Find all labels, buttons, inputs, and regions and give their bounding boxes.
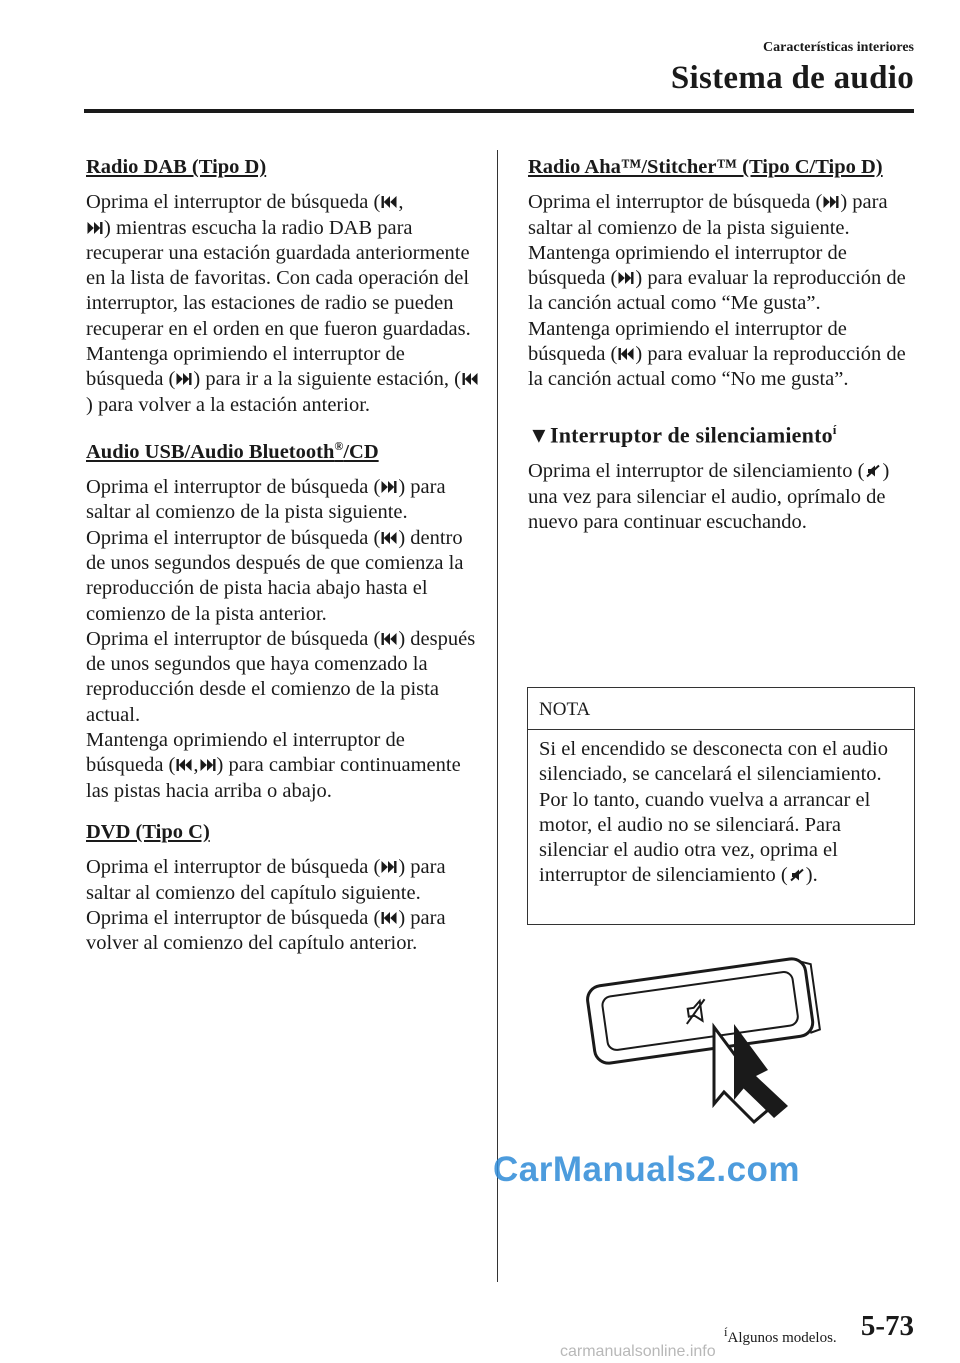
mute-heading: ▼Interruptor de silenciamiento$^í$ bbox=[528, 421, 837, 447]
seek-back-icon bbox=[176, 758, 192, 772]
note-body: Si el encendido se desconecta con el audio silenciado, se cancelará el silenciamiento. Por lo tanto, cuando vuelva a arrancar el motor, el audio no se silenciará. Para silenciar el audio otra vez, oprima el interruptor de silenciamiento ( ). bbox=[539, 738, 888, 887]
aha-section-title: Radio Aha™/Stitcher™ (Tipo C/Tipo D) bbox=[528, 156, 883, 178]
page-number: 5-73 bbox=[860, 1310, 914, 1342]
dab-paragraph-2: Mantenga oprimiendo el interruptor de búsqueda ( ) para ir a la siguiente estación, () para volver a la estación anterior. bbox=[86, 342, 481, 418]
note-heading: NOTA bbox=[528, 688, 914, 730]
dvd-section-title: DVD (Tipo C) bbox=[86, 820, 210, 843]
dab-section-title: Radio DAB (Tipo D) bbox=[86, 156, 267, 178]
aha-paragraph-3: Mantenga oprimiendo el interruptor de búsqueda ( ) para evaluar la reproducción de la canción actual como “No me gusta”. bbox=[528, 317, 906, 391]
seek-back-icon bbox=[381, 531, 397, 545]
seek-forward-icon bbox=[200, 758, 216, 772]
seek-back-icon bbox=[381, 632, 397, 646]
mute-paragraph: Oprima el interruptor de silenciamiento ( ) una vez para silenciar el audio, oprímalo de nuevo para continuar escuchando. bbox=[528, 460, 890, 533]
usb-paragraph-2: Oprima el interruptor de búsqueda ( ) dentro de unos segundos después de que comienza la reproducción de pista hacia abajo hasta el comienzo de la pista anterior. bbox=[86, 526, 464, 625]
note-box bbox=[527, 687, 915, 925]
right-column bbox=[528, 155, 914, 535]
left-column bbox=[86, 155, 481, 956]
aha-paragraph-2: Mantenga oprimiendo el interruptor de búsqueda ( ) para evaluar la reproducción de la canción actual como “Me gusta”. bbox=[528, 241, 906, 315]
triangle-marker-icon: ▼ bbox=[528, 422, 550, 447]
seek-forward-icon bbox=[823, 195, 839, 209]
footnote: $^í$Algunos modelos. bbox=[724, 1325, 837, 1346]
usb-paragraph-1: Oprima el interruptor de búsqueda ( ) para saltar al comienzo de la pista siguiente. bbox=[86, 476, 446, 524]
section-title: Características interiores bbox=[763, 40, 914, 55]
mute-switch-illustration bbox=[570, 950, 840, 1130]
seek-forward-icon bbox=[381, 480, 397, 494]
chapter-title: Sistema de audio bbox=[670, 60, 914, 96]
header-rule bbox=[84, 109, 914, 113]
seek-back-icon bbox=[618, 347, 634, 361]
seek-forward-icon bbox=[381, 860, 397, 874]
watermark: CarManuals2.com bbox=[493, 1150, 801, 1189]
seek-back-icon bbox=[381, 911, 397, 925]
seek-back-icon bbox=[381, 195, 397, 209]
seek-forward-icon bbox=[176, 372, 192, 386]
dvd-paragraph-1: Oprima el interruptor de búsqueda ( ) para saltar al comienzo del capítulo siguiente. bbox=[86, 856, 446, 904]
usb-paragraph-3: Oprima el interruptor de búsqueda ( ) después de unos segundos que haya comenzado la reproducción desde el comienzo de la pista actual. bbox=[86, 627, 476, 726]
usb-section-title: Audio USB/Audio Bluetooth®/CD bbox=[86, 438, 379, 463]
column-divider bbox=[497, 150, 498, 1282]
mute-icon bbox=[789, 868, 805, 882]
aha-paragraph-1: Oprima el interruptor de búsqueda ( ) para saltar al comienzo de la pista siguiente. bbox=[528, 191, 888, 239]
mute-icon bbox=[865, 464, 881, 478]
dvd-paragraph-2: Oprima el interruptor de búsqueda ( ) para volver al comienzo del capítulo anterior. bbox=[86, 906, 446, 955]
site-watermark: carmanualsonline.info bbox=[560, 1343, 716, 1360]
seek-forward-icon bbox=[87, 221, 103, 235]
seek-back-icon bbox=[462, 372, 478, 386]
dab-paragraph-1: Oprima el interruptor de búsqueda ( , ) mientras escucha la radio DAB para recuperar una estación guardada anteriormente en la lista de favoritas. Con cada operación del interruptor, las estaciones de radio se pueden recuperar en el orden en que fueron guardadas. bbox=[86, 191, 471, 340]
usb-paragraph-4: Mantenga oprimiendo el interruptor de búsqueda ( , ) para cambiar continuamente las pistas hacia arriba o abajo. bbox=[86, 729, 461, 802]
seek-forward-icon bbox=[618, 271, 634, 285]
